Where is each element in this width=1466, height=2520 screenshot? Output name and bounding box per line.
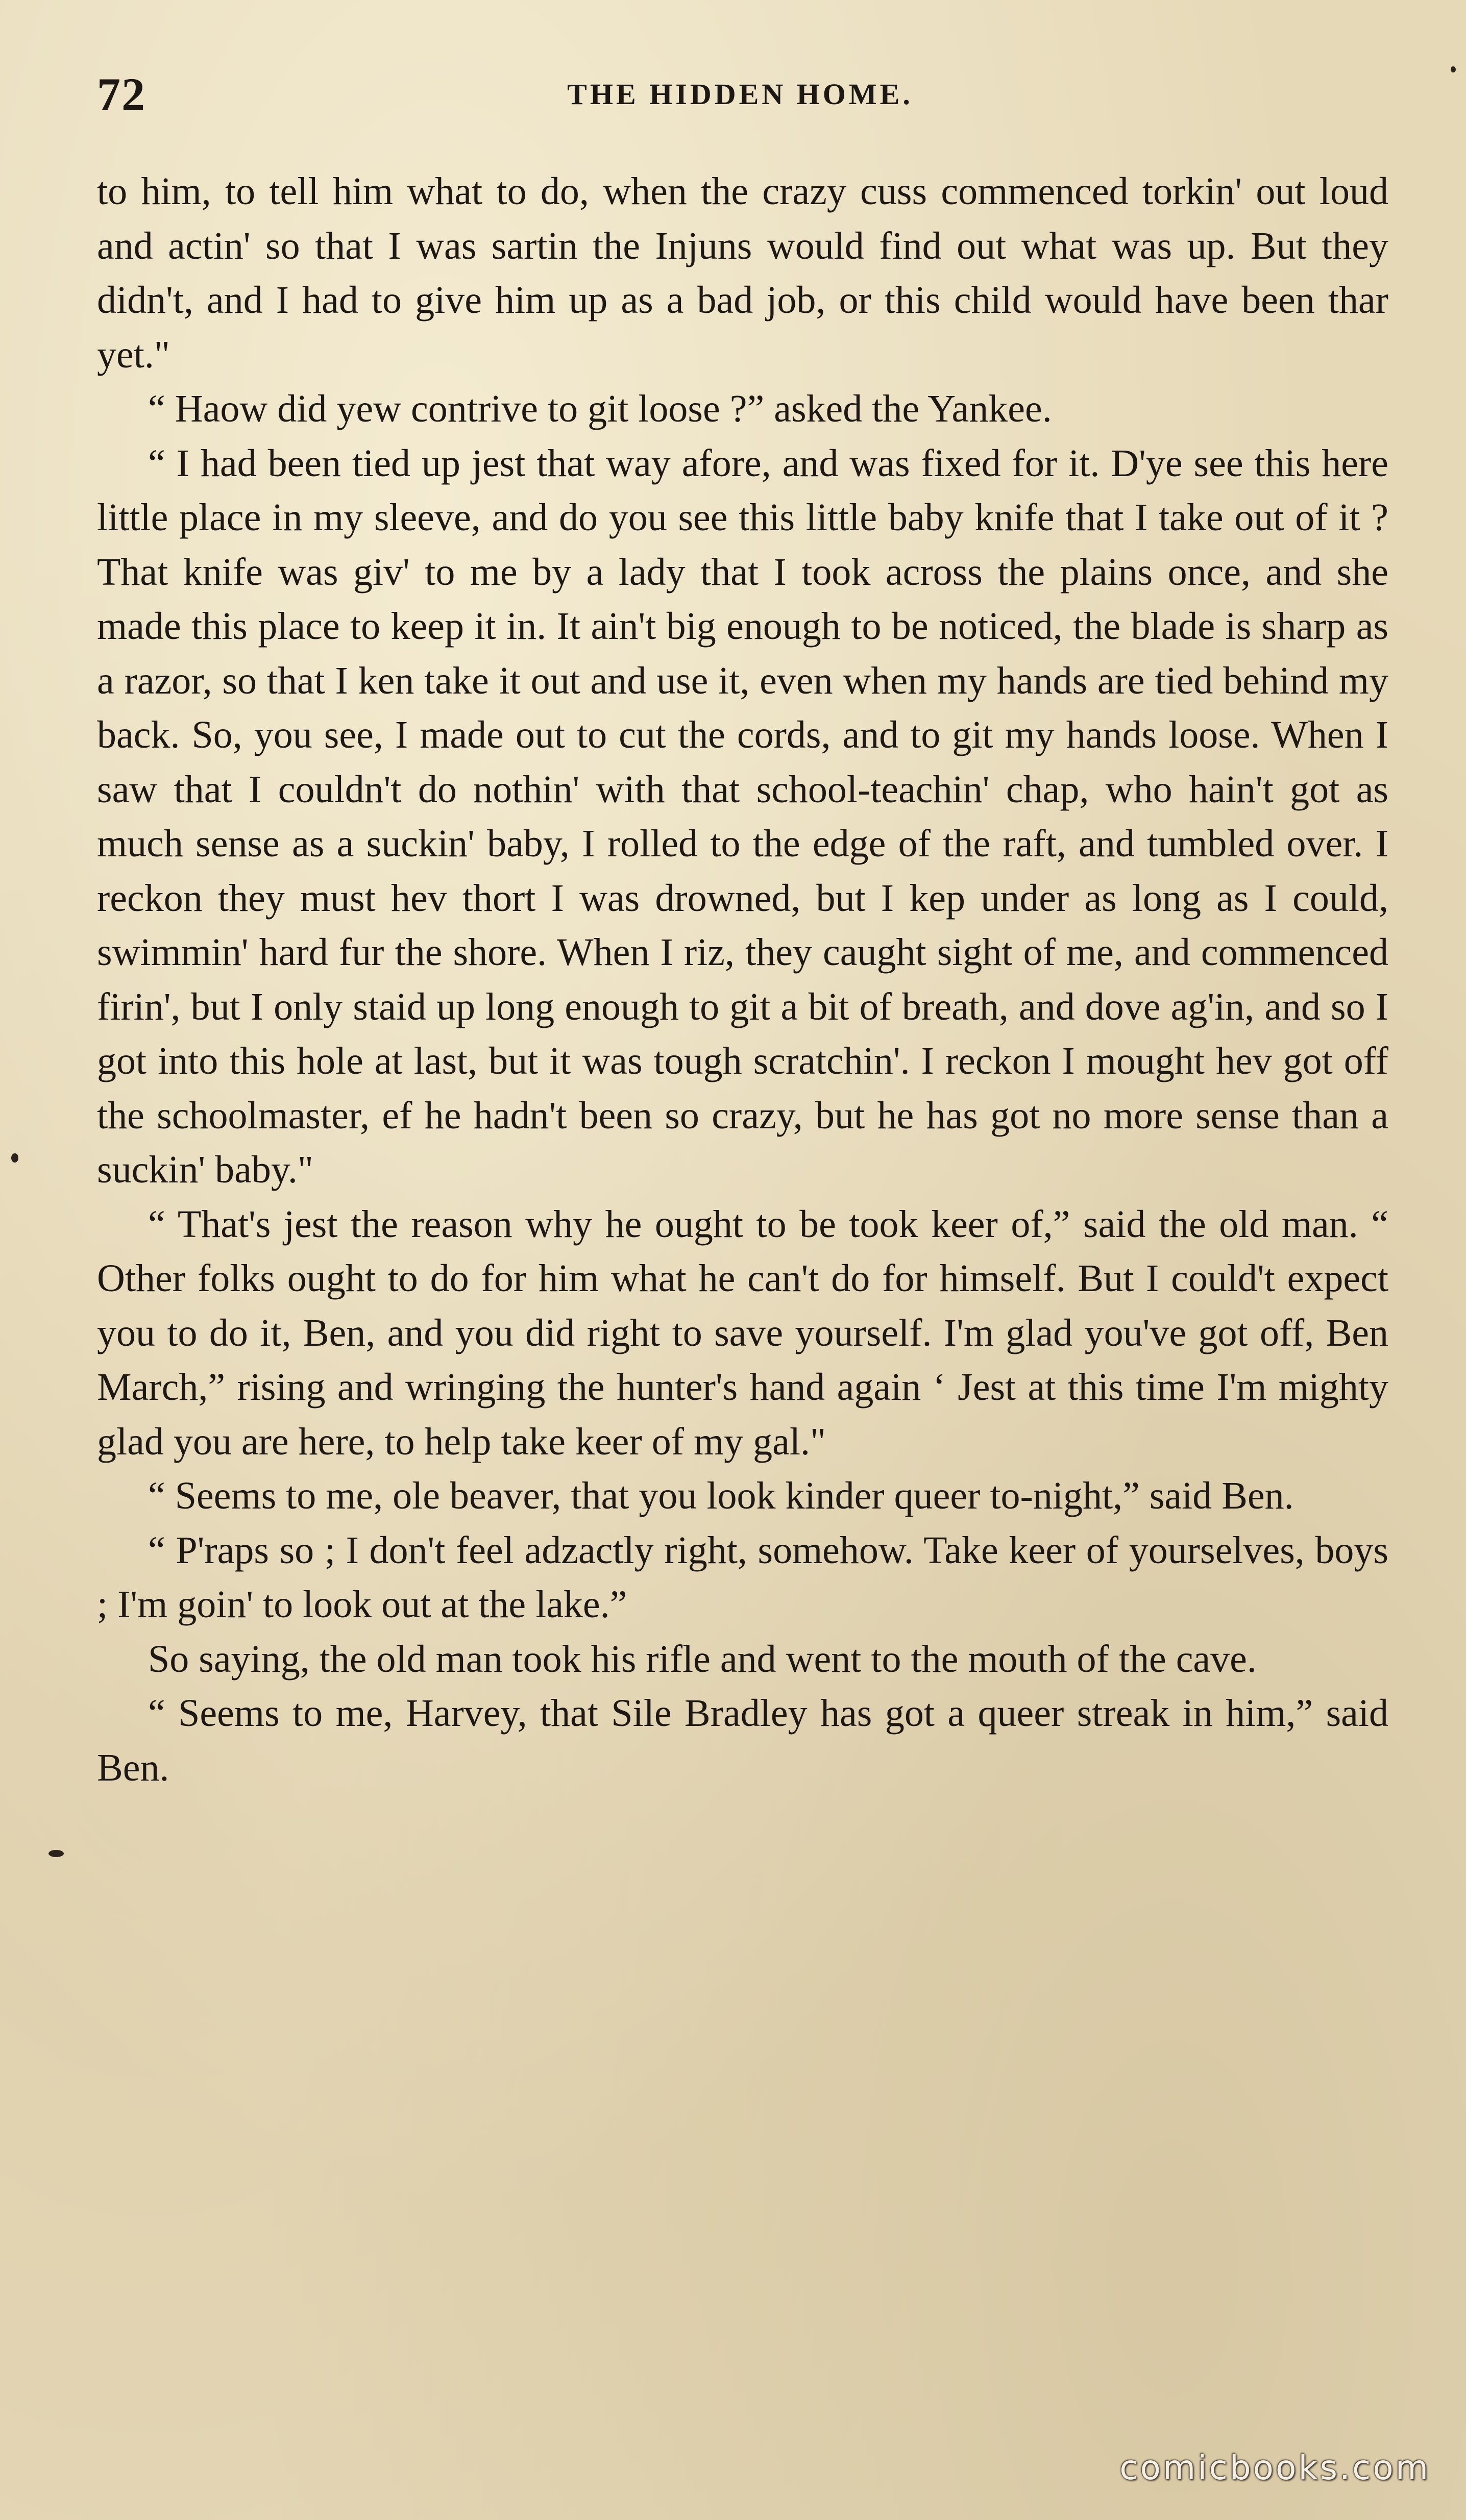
book-title: THE HIDDEN HOME. xyxy=(567,78,913,111)
paragraph: “ I had been tied up jest that way afore, and was fixed for it. D'ye see this here little place in my sleeve, and do you see this little baby knife that I take out of it ? That knife was giv' to me by a lady that I took across the plains once, and she made this place to keep it in. It ain't big enough to be noticed, the blade is sharp as a razor, so that I ken take it out and use it, even when my hands are tied behind my back. So, you see, I made out to cut the cords, and to git my hands loose. When I saw that I couldn't do nothin' with that school-teachin' chap, who hain't got as much sense as a suckin' baby, I rolled to the edge of the raft, and tumbled over. I reckon they must hev thort I was drowned, but I kep under as long as I could, swimmin' hard fur the shore. When I riz, they caught sight of me, and commenced firin', but I only staid up long enough to git a bit of breath, and dove ag'in, and so I got into this hole at last, but it was tough scratchin'. I reckon I mought hev got off the schoolmaster, ef he hadn't been so crazy, but he has got no more sense than a suckin' baby." xyxy=(97,441,1388,1191)
text-body xyxy=(97,164,1388,1795)
watermark: comicbooks.com xyxy=(1119,2448,1430,2487)
paragraph: “ P'raps so ; I don't feel adzactly right, somehow. Take keer of yourselves, boys ; I'm goin' to look out at the lake.” xyxy=(97,1528,1388,1626)
paragraph: to him, to tell him what to do, when the crazy cuss commenced torkin' out loud and actin' so that I was sartin the Injuns would find out what was up. But they didn't, and I had to give him up as a bad job, or this child would have been thar yet." xyxy=(97,170,1388,376)
paragraph: “ Seems to me, ole beaver, that you look kinder queer to-night,” said Ben. xyxy=(148,1474,1294,1517)
ink-speck xyxy=(48,1850,64,1857)
paragraph: “ That's jest the reason why he ought to be took keer of,” said the old man. “ Other folks ought to do for him what he can't do for himself. But I could't expect you to do it, Ben, and you did right to save yourself. I'm glad you've got off, Ben March,” rising and wringing the hunter's hand again ‘ Jest at this time I'm mighty glad you are here, to help take keer of my gal." xyxy=(97,1202,1388,1463)
page-number: 72 xyxy=(97,68,146,120)
ink-speck xyxy=(1451,66,1456,72)
running-head xyxy=(97,66,1383,122)
paragraph: “ Haow did yew contrive to git loose ?” asked the Yankee. xyxy=(148,387,1052,430)
paragraph: “ Seems to me, Harvey, that Sile Bradley has got a queer streak in him,” said Ben. xyxy=(97,1692,1388,1789)
paragraph: So saying, the old man took his rifle and went to the mouth of the cave. xyxy=(148,1637,1257,1681)
ink-speck xyxy=(11,1153,18,1163)
